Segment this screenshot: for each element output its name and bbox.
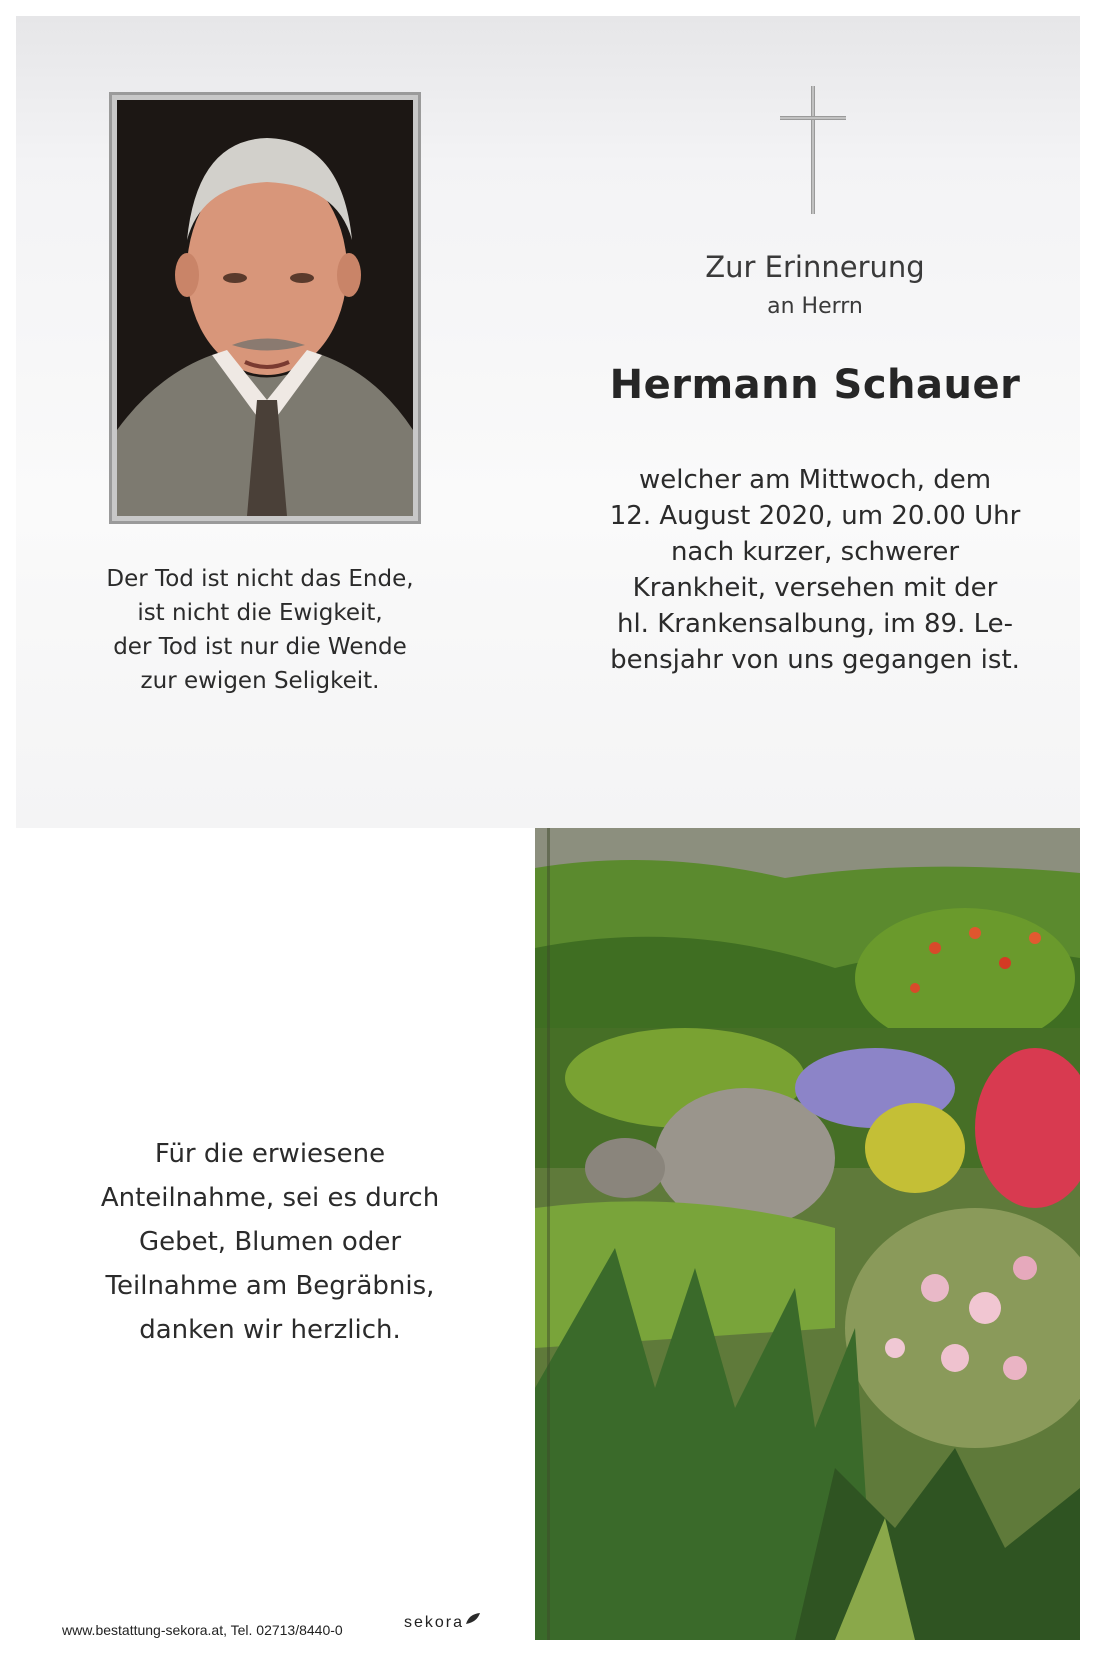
notice-line: hl. Krankensalbung, im 89. Le- <box>616 609 1014 639</box>
poem-line: der Tod ist nur die Wende <box>113 634 407 660</box>
thanks-line: Für die erwiesene <box>154 1139 386 1169</box>
death-notice <box>560 462 1070 678</box>
leaf-icon <box>465 1612 481 1626</box>
thanks-text <box>70 1132 470 1352</box>
deceased-name: Hermann Schauer <box>609 362 1021 408</box>
thanks-line: Gebet, Blumen oder <box>138 1227 402 1257</box>
notice-line: nach kurzer, schwerer <box>670 537 960 567</box>
notice-line: welcher am Mittwoch, dem <box>638 465 992 495</box>
sekora-logo: sekora <box>404 1614 465 1631</box>
cross-icon <box>778 86 848 214</box>
garden-photo <box>535 828 1080 1640</box>
poem <box>80 562 440 698</box>
portrait-frame <box>109 92 421 524</box>
poem-line: Der Tod ist nicht das Ende, <box>106 566 414 592</box>
poem-line: ist nicht die Ewigkeit, <box>137 600 383 626</box>
thanks-line: danken wir herzlich. <box>139 1315 401 1345</box>
notice-line: Krankheit, versehen mit der <box>632 573 998 603</box>
thanks-line: Anteilnahme, sei es durch <box>100 1183 440 1213</box>
footer-contact: www.bestattung-sekora.at, Tel. 02713/8440-0 <box>62 1622 343 1638</box>
memorial-title: Zur Erinnerung <box>705 250 925 284</box>
memorial-subtitle: an Herrn <box>767 294 863 319</box>
notice-line: bensjahr von uns gegangen ist. <box>610 645 1020 675</box>
thanks-line: Teilnahme am Begräbnis, <box>105 1271 435 1301</box>
poem-line: zur ewigen Seligkeit. <box>140 668 380 694</box>
notice-line: 12. August 2020, um 20.00 Uhr <box>609 501 1021 531</box>
portrait-photo <box>117 100 413 516</box>
